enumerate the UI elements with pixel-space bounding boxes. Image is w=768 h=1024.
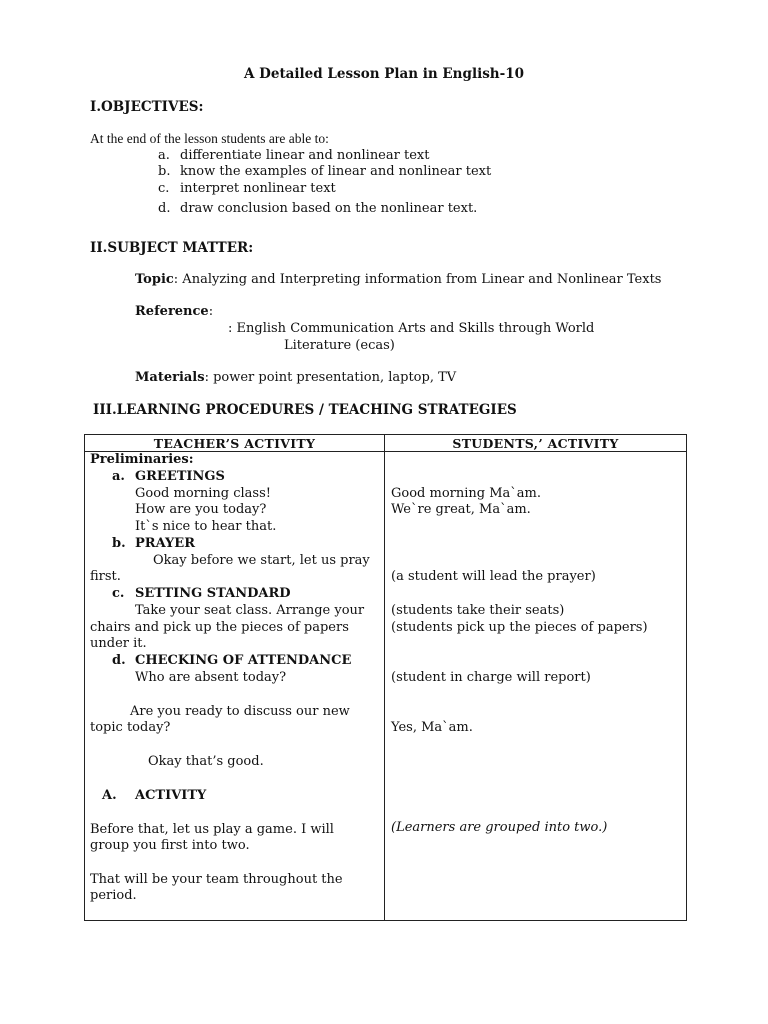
teacher-line: first.	[90, 569, 121, 584]
teacher-activity-cell	[85, 452, 385, 921]
table-header-row	[85, 435, 687, 452]
reference-text-line-1: : English Communication Arts and Skills through World	[228, 321, 595, 336]
teacher-line: Good morning class!	[135, 486, 271, 501]
objective-item	[158, 181, 336, 196]
topic-label: Topic	[135, 272, 174, 287]
teacher-line: group you first into two.	[90, 838, 250, 853]
student-line: (students take their seats)	[391, 603, 565, 618]
objective-marker: a.	[158, 148, 170, 163]
preliminaries-label: Preliminaries:	[90, 452, 194, 467]
prayer-marker: b.	[112, 536, 126, 551]
standard-marker: c.	[112, 586, 125, 601]
greetings-marker: a.	[112, 469, 125, 484]
students-activity-header: STUDENTS,’ ACTIVITY	[385, 435, 687, 452]
reference-text-line-2: Literature (ecas)	[284, 338, 395, 353]
materials-value: : power point presentation, laptop, TV	[204, 370, 457, 385]
greetings-heading: GREETINGS	[135, 469, 225, 484]
objective-item	[158, 164, 491, 179]
objective-text: differentiate linear and nonlinear text	[180, 148, 430, 163]
objective-marker: c.	[158, 181, 170, 196]
objective-text: interpret nonlinear text	[180, 181, 336, 196]
teacher-line: It`s nice to hear that.	[135, 519, 277, 534]
objective-text: draw conclusion based on the nonlinear text.	[180, 201, 478, 216]
student-line: (students pick up the pieces of papers)	[391, 620, 648, 635]
objective-item	[158, 148, 429, 163]
student-line: Good morning Ma`am.	[391, 486, 541, 501]
prayer-heading: PRAYER	[135, 536, 196, 551]
objective-marker: d.	[158, 201, 171, 216]
students-activity-cell	[385, 452, 687, 921]
teacher-line: That will be your team throughout the	[90, 872, 343, 887]
teacher-line: Take your seat class. Arrange your	[135, 603, 365, 618]
teacher-line: Before that, let us play a game. I will	[90, 822, 334, 837]
reference-colon: :	[208, 304, 214, 319]
document-title: A Detailed Lesson Plan in English-10	[243, 66, 525, 82]
teacher-line: Okay that’s good.	[148, 754, 264, 769]
materials-line	[135, 370, 456, 385]
attendance-marker: d.	[112, 653, 126, 668]
procedures-heading: III.LEARNING PROCEDURES / TEACHING STRATEGIES	[93, 402, 517, 418]
objective-text: know the examples of linear and nonlinear text	[180, 164, 492, 179]
topic-value: : Analyzing and Interpreting information from Linear and Nonlinear Texts	[173, 272, 662, 287]
setting-standard-heading: SETTING STANDARD	[135, 586, 291, 601]
teacher-activity-header: TEACHER’S ACTIVITY	[85, 435, 385, 452]
student-line: Yes, Ma`am.	[391, 720, 473, 735]
objectives-heading: I.OBJECTIVES:	[90, 99, 204, 115]
student-line: (student in charge will report)	[391, 670, 591, 685]
teacher-line: How are you today?	[135, 502, 267, 517]
subject-matter-heading: II.SUBJECT MATTER:	[90, 240, 254, 256]
activity-heading: ACTIVITY	[135, 788, 207, 803]
attendance-heading: CHECKING OF ATTENDANCE	[135, 653, 352, 668]
table-row	[85, 452, 687, 921]
student-line: (a student will lead the prayer)	[391, 569, 596, 584]
reference-line	[135, 304, 213, 319]
teacher-line: under it.	[90, 636, 147, 651]
teacher-line: Okay before we start, let us pray	[153, 553, 370, 568]
objectives-intro: At the end of the lesson students are able to:	[90, 131, 329, 146]
reference-label: Reference	[135, 304, 209, 319]
teacher-line: Are you ready to discuss our new	[130, 704, 350, 719]
student-line: (Learners are grouped into two.)	[391, 820, 608, 835]
teacher-line: chairs and pick up the pieces of papers	[90, 620, 349, 635]
activity-table	[84, 434, 687, 921]
teacher-line: topic today?	[90, 720, 171, 735]
materials-label: Materials	[135, 370, 205, 385]
objective-item	[158, 201, 477, 216]
teacher-line: Who are absent today?	[135, 670, 287, 685]
student-line: We`re great, Ma`am.	[391, 502, 531, 517]
teacher-line: period.	[90, 888, 137, 903]
topic-line	[135, 272, 661, 287]
activity-marker: A.	[102, 788, 117, 803]
objective-marker: b.	[158, 164, 171, 179]
